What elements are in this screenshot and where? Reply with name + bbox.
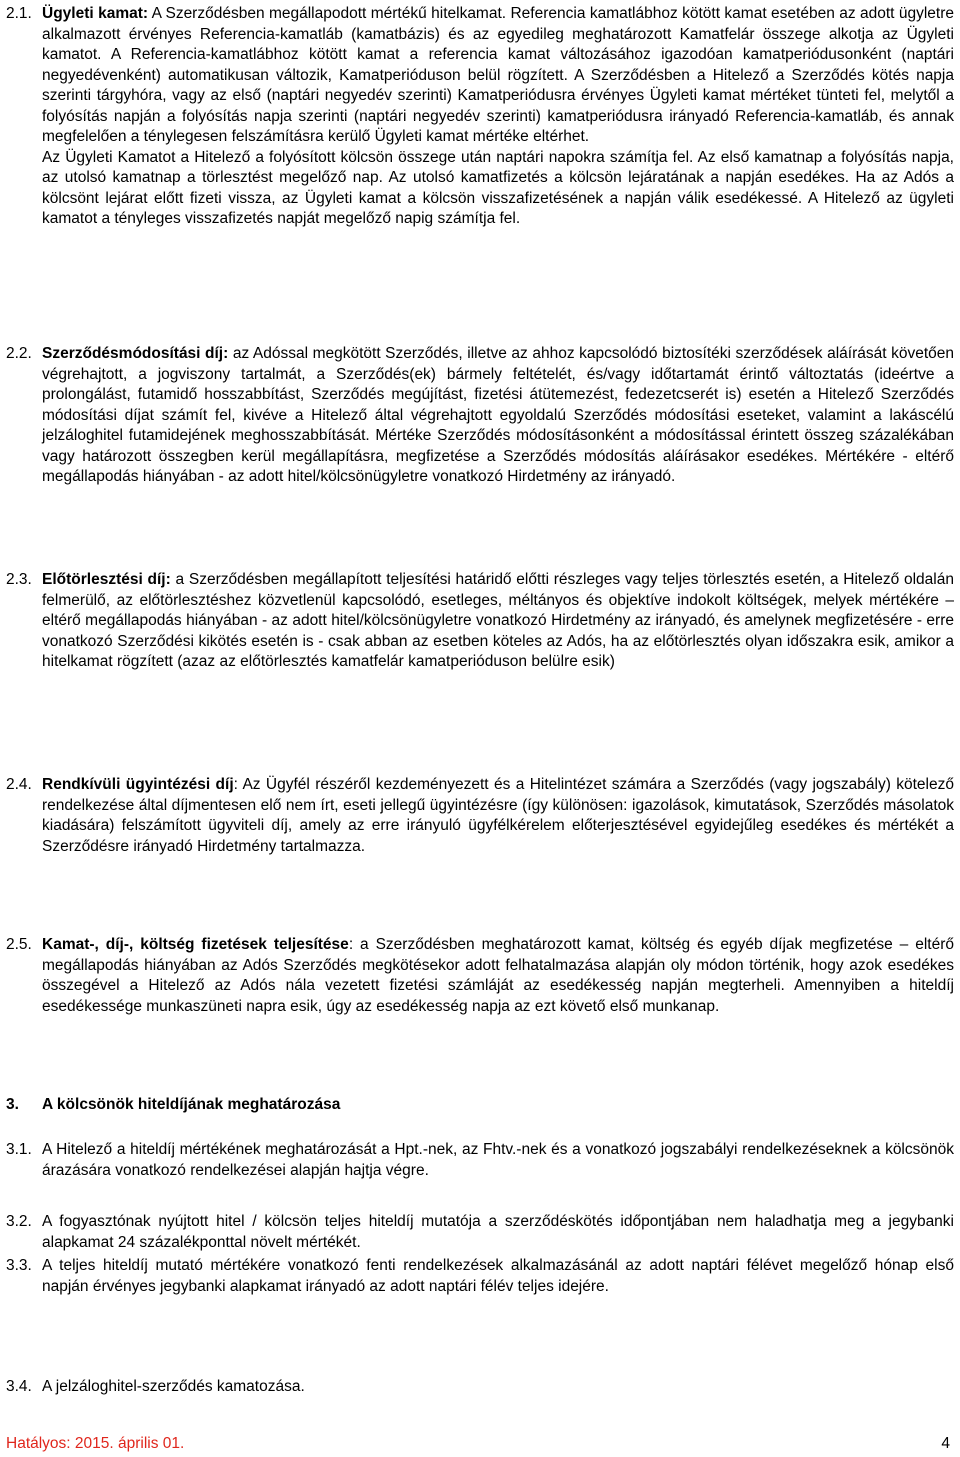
- page-number: 4: [941, 1435, 950, 1452]
- section-number: 2.3.: [6, 571, 32, 588]
- section-2-1-paragraph-2: Az Ügyleti Kamatot a Hitelező a folyósított kölcsön összege után naptári napokra számítja fel. Az első kamatnap a folyósítás napja, az utolsó kamatnap a törlesztést megelőző nap. Az utolsó kamatfizetés a kölcsön lejáratának a napján esedékes. Ha az Adós a kölcsönt lejárat előtt fizeti vissza, az Ügyleti kamat a kölcsön visszafizetésének a napján válik esedékessé. A Hitelező az ügyleti kamatot a tényleges visszafizetés napját megelőző napig számítja fel.: [42, 148, 954, 227]
- section-title: Előtörlesztési díj:: [42, 571, 171, 588]
- section-2-2-paragraph: [42, 344, 954, 488]
- section-title: Kamat-, díj-, költség fizetések teljesítése: [42, 936, 349, 953]
- section-text: a Szerződésben megállapított teljesítési határidő előtti részleges vagy teljes törlesztés esetén, a Hitelező oldalán felmerülő, az előtörlesztéshez közvetlenül kapcsolódó, esetleges, méltányos és objektíve indokolt költségek, melyek mértékére – eltérő megállapodás hiányában - az adott hitel/kölcsönügyletre vonatkozó Hirdetmény az irányadó, és amelynek megfizetésére - erre vonatkozó Szerződési kikötés esetén is - csak abban az esetben köteles az Adós, ha az előtörlesztés olyan időszakra esik, amikor a hitelkamat rögzített (azaz az előtörlesztés kamatfelár kamatperióduson belülre esik): [42, 571, 954, 670]
- section-3-heading: A kölcsönök hiteldíjának meghatározása: [42, 1096, 341, 1113]
- section-2-3-paragraph: [42, 570, 954, 673]
- section-number: 3.3.: [6, 1257, 32, 1274]
- section-2-1-paragraph-1: [42, 4, 954, 148]
- section-number: 3.: [6, 1096, 19, 1113]
- section-number: 2.2.: [6, 345, 32, 362]
- section-number: 2.1.: [6, 5, 32, 22]
- section-text: : a Szerződésben meghatározott kamat, költség és egyéb díjak megfizetése – eltérő megállapodás hiányában az Adós Szerződés megkötésekor adott felhatalmazása alapján oly módon történik, hogy azok esedékes összegével a Hitelező az Adós nála vezetett fizetési számláját az esedékesség napján megterheli. Amennyiben a hiteldíj esedékessége munkaszüneti napra esik, úgy az esedékesség napja az ezt követő első munkanap.: [42, 936, 955, 1015]
- section-3-2: [6, 1212, 954, 1253]
- section-2-4-paragraph: [42, 775, 954, 857]
- section-2-2: [6, 344, 954, 488]
- section-text: az Adóssal megkötött Szerződés, illetve az ahhoz kapcsolódó biztosítéki szerződések aláírását követően végrehajtott, a jogviszony tartalmát, a Szerződés(ek) bármely feltételét, és/vagy időtartamát érintő változtatás (ideértve a prolongálást, futamidő hosszabbítást, Szerződés megújítást, fizetési átütemezést, fedezetcserét is) esetén a Hitelező Szerződés módosítási díjat számít fel, kivéve a Hitelező által végrehajtott egyoldalú Szerződés módosítási eseteket, valamint a lakáscélú jelzáloghitel futamidejének meghosszabbítását. Mértéke Szerződés módosításonként a módosítással érintett összeg százalékában vagy határozott összegben kerül megállapításra, megfizetése a Szerződés módosítás aláírásakor esedékes. Mértékére - eltérő megállapodás hiányában - az adott hitel/kölcsönügyletre vonatkozó Hirdetmény az irányadó.: [42, 345, 954, 485]
- section-text: A Szerződésben megállapodott mértékű hitelkamat. Referencia kamatlábhoz kötött kamat esetében az adott ügyletre alkalmazott érvényes Referencia-kamatláb (kamatbázis) és az egyedileg meghatározott Kamatfelár összege alkotja az Ügyleti kamatot. A Referencia-kamatlábhoz kötött kamat a referencia kamat változásához igazodóan kamatperiódusonként (naptári negyedévenként) automatikusan változik, Kamatperióduson belül rögzített. A Szerződésben a Hitelező a Szerződés kötés napja szerinti tárgyhóra, vagy az első (naptári negyedév szerinti) Kamatperiódusra érvényes Ügyleti kamat mértéket tünteti fel, melytől a folyósítás napján a folyósítás napja szerinti (naptári negyedév szerinti) kamatperiódusra irányadó Referencia-kamatláb, és annak megfelelően a ténylegesen felszámításra kerülő Ügyleti kamat mértéke eltérhet.: [42, 5, 954, 145]
- section-3-4-paragraph: A jelzáloghitel-szerződés kamatozása.: [42, 1378, 305, 1395]
- effective-date: Hatályos: 2015. április 01.: [6, 1435, 185, 1452]
- section-text: : Az Ügyfél részéről kezdeményezett és a Hitelintézet számára a Szerződés (vagy jogszabály) kötelező rendelkezése által díjmentesen elő nem írt, eseti jellegű ügyintézésre (így különösen: igazolások, kimutatások, Szerződés másolatok kiadására) felszámított ügyviteli díj, amely az erre irányuló ügyfélkérelem előterjesztésével egyidejűleg esedékes és mértékét a Szerződésre irányadó Hirdetmény tartalmazza.: [42, 776, 954, 855]
- section-3-3: [6, 1256, 954, 1297]
- section-title: Ügyleti kamat:: [42, 5, 149, 22]
- section-title: Rendkívüli ügyintézési díj: [42, 776, 234, 793]
- section-2-3: [6, 570, 954, 673]
- page-footer: [6, 1434, 950, 1454]
- section-3-1-paragraph: A Hitelező a hiteldíj mértékének meghatározását a Hpt.-nek, az Fhtv.-nek és a vonatkozó jogszabályi rendelkezéseknek a kölcsönök árazására vonatkozó rendelkezései alapján hajtja végre.: [42, 1141, 954, 1179]
- section-3-2-paragraph: A fogyasztónak nyújtott hitel / kölcsön teljes hiteldíj mutatója a szerződéskötés időpontjában nem haladhatja meg a jegybanki alapkamat 24 százalékponttal növelt mértékét.: [42, 1213, 954, 1251]
- section-2-4: [6, 775, 954, 857]
- section-number: 3.4.: [6, 1378, 32, 1395]
- section-number: 3.1.: [6, 1141, 32, 1158]
- section-number: 3.2.: [6, 1213, 32, 1230]
- section-number: 2.5.: [6, 936, 32, 953]
- section-3-1: [6, 1140, 954, 1181]
- section-title: Szerződésmódosítási díj:: [42, 345, 229, 362]
- section-3-4: [6, 1377, 954, 1398]
- section-number: 2.4.: [6, 776, 32, 793]
- section-2-5: [6, 935, 954, 1017]
- section-2-5-paragraph: [42, 935, 954, 1017]
- section-3: [6, 1095, 954, 1116]
- section-2-1: [6, 4, 954, 230]
- section-3-3-paragraph: A teljes hiteldíj mutató mértékére vonatkozó fenti rendelkezések alkalmazásánál az adott naptári félévet megelőző hónap első napján érvényes jegybanki alapkamat irányadó az adott naptári félév teljes idejére.: [42, 1257, 954, 1295]
